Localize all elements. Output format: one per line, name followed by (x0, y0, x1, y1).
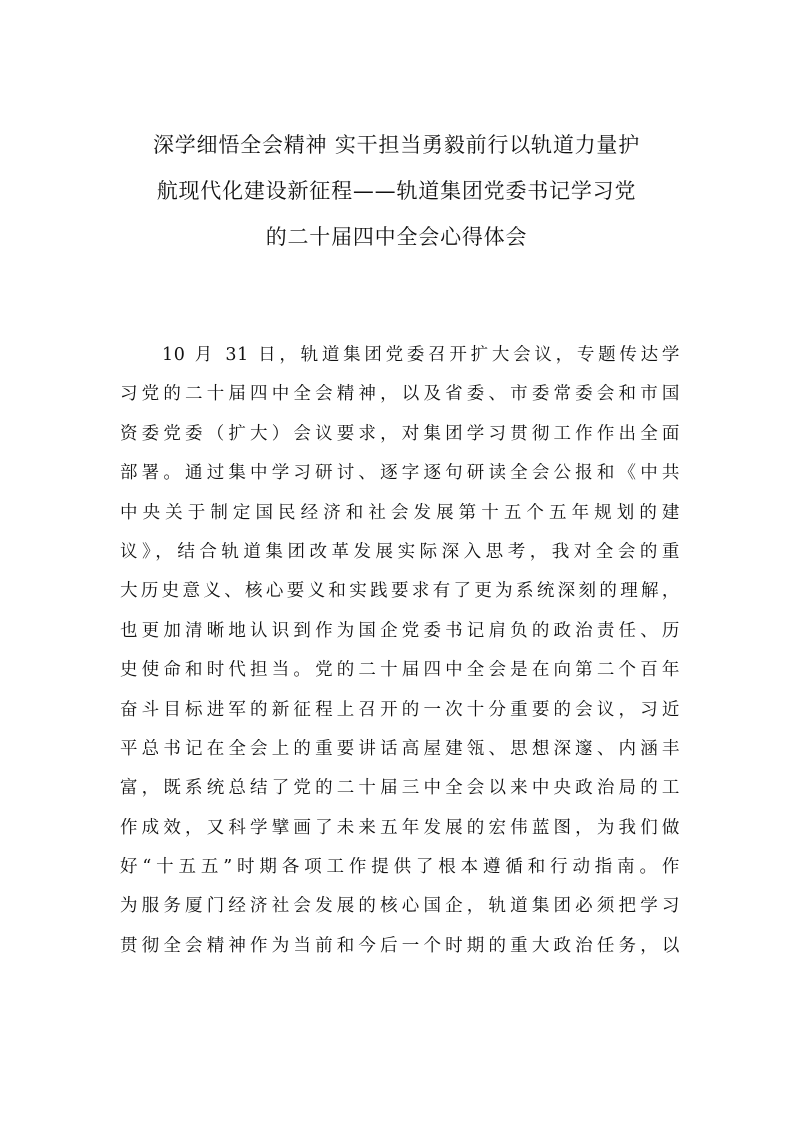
body-line: 部署。通过集中学习研讨、逐字逐句研读全会公报和《中共 (120, 463, 680, 484)
body-line: 奋斗目标进军的新征程上召开的一次十分重要的会议，习近 (120, 699, 680, 720)
body-line: 贯彻全会精神作为当前和今后一个时期的重大政治任务，以 (120, 935, 680, 956)
body-line: 也更加清晰地认识到作为国企党委书记肩负的政治责任、历 (120, 620, 680, 641)
title-line: 航现代化建设新征程——轨道集团党委书记学习党 (156, 179, 637, 203)
title-line: 的二十届四中全会心得体会 (265, 225, 528, 249)
body-paragraph (120, 336, 680, 966)
body-line: 习党的二十届四中全会精神，以及省委、市委常委会和市国 (120, 384, 680, 405)
body-line: 作成效，又科学擘画了未来五年发展的宏伟蓝图，为我们做 (120, 817, 680, 838)
body-line: 大历史意义、核心要义和实践要求有了更为系统深刻的理解， (120, 581, 680, 602)
body-line: 为服务厦门经济社会发展的核心国企，轨道集团必须把学习 (120, 896, 680, 917)
title-line: 深学细悟全会精神 实干担当勇毅前行以轨道力量护 (152, 133, 641, 157)
body-line: 富，既系统总结了党的二十届三中全会以来中央政治局的工 (120, 778, 680, 799)
body-line: 平总书记在全会上的重要讲话高屋建瓴、思想深邃、内涵丰 (120, 738, 680, 759)
body-line: 史使命和时代担当。党的二十届四中全会是在向第二个百年 (120, 660, 680, 681)
body-line: 好“十五五”时期各项工作提供了根本遵循和行动指南。作 (120, 857, 680, 878)
body-line: 10 月 31 日，轨道集团党委召开扩大会议，专题传达学 (162, 345, 680, 365)
body-line: 议》，结合轨道集团改革发展实际深入思考，我对全会的重 (120, 541, 680, 562)
body-line: 资委党委（扩大）会议要求，对集团学习贯彻工作作出全面 (120, 423, 680, 444)
body-line: 中央关于制定国民经济和社会发展第十五个五年规划的建 (120, 502, 680, 523)
document-title (100, 122, 693, 260)
